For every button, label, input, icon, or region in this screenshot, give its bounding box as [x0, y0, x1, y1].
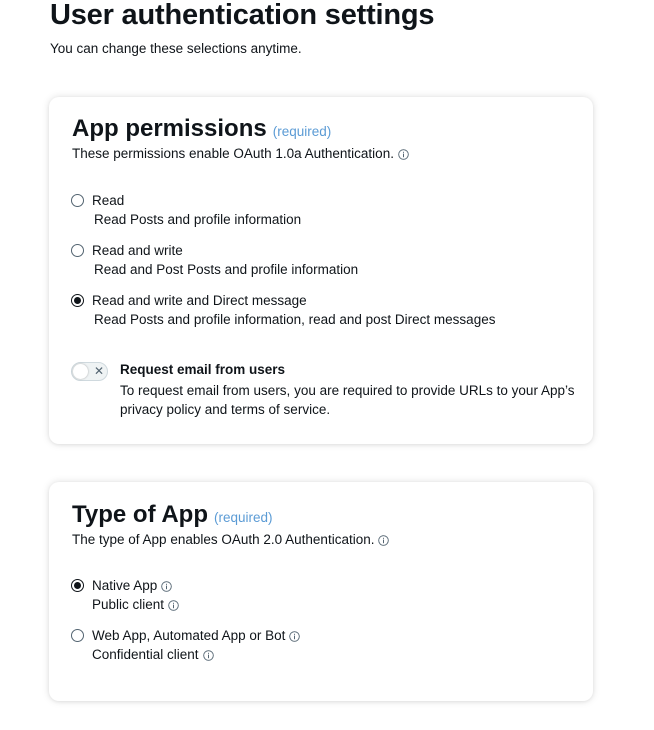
info-icon[interactable]	[378, 535, 389, 546]
app-permissions-header	[72, 114, 331, 144]
radio-read-write-label: Read and write	[92, 243, 183, 258]
type-of-app-description-text: The type of App enables OAuth 2.0 Authentication.	[72, 532, 375, 547]
required-label: (required)	[213, 510, 273, 525]
email-toggle-row	[71, 362, 580, 419]
info-icon[interactable]	[289, 631, 300, 642]
radio-read-write-dm-description: Read Posts and profile information, read and post Direct messages	[94, 312, 496, 327]
type-of-app-description	[72, 532, 389, 548]
type-of-app-card	[49, 482, 593, 701]
info-icon[interactable]	[161, 581, 172, 592]
email-toggle[interactable]	[71, 362, 108, 381]
app-permissions-title: App permissions	[72, 115, 267, 142]
web-app-label-text: Web App, Automated App or Bot	[92, 628, 286, 643]
web-app-description-text: Confidential client	[92, 647, 199, 662]
email-toggle-label: Request email from users	[120, 362, 286, 377]
radio-button-read-write-dm[interactable]	[71, 294, 84, 307]
app-permissions-description	[72, 146, 409, 162]
radio-read-write-description: Read and Post Posts and profile information	[94, 262, 359, 277]
radio-button-read-write[interactable]	[71, 244, 84, 257]
native-app-description-text: Public client	[92, 597, 165, 612]
app-permissions-card	[49, 97, 593, 444]
close-icon: ✕	[93, 364, 105, 378]
radio-native-app[interactable]	[71, 578, 179, 613]
radio-read-label: Read	[92, 193, 125, 208]
radio-web-app-label	[92, 628, 300, 644]
page-title: User authentication settings	[50, 0, 435, 31]
radio-button-web-app[interactable]	[71, 629, 84, 642]
radio-read-write[interactable]	[71, 243, 358, 278]
radio-button-read[interactable]	[71, 194, 84, 207]
radio-native-app-description	[92, 597, 179, 613]
type-of-app-header	[72, 500, 273, 530]
radio-button-native-app[interactable]	[71, 579, 84, 592]
native-app-label-text: Native App	[92, 578, 158, 593]
radio-read-write-dm[interactable]	[71, 293, 495, 328]
radio-read-write-dm-label: Read and write and Direct message	[92, 293, 307, 308]
toggle-knob	[73, 364, 88, 379]
radio-read[interactable]	[71, 193, 301, 228]
radio-read-description: Read Posts and profile information	[94, 212, 302, 227]
info-icon[interactable]	[398, 149, 409, 160]
required-label: (required)	[272, 124, 332, 139]
type-of-app-title: Type of App	[72, 501, 208, 528]
app-permissions-description-text: These permissions enable OAuth 1.0a Authentication.	[72, 146, 394, 161]
email-toggle-description: To request email from users, you are required to provide URLs to your App’s privacy policy and terms of service.	[120, 383, 575, 417]
info-icon[interactable]	[203, 650, 214, 661]
info-icon[interactable]	[168, 600, 179, 611]
page-subtitle: You can change these selections anytime.	[50, 41, 302, 56]
radio-web-app-description	[92, 647, 300, 663]
radio-web-app[interactable]	[71, 628, 300, 663]
radio-native-app-label	[92, 578, 179, 594]
